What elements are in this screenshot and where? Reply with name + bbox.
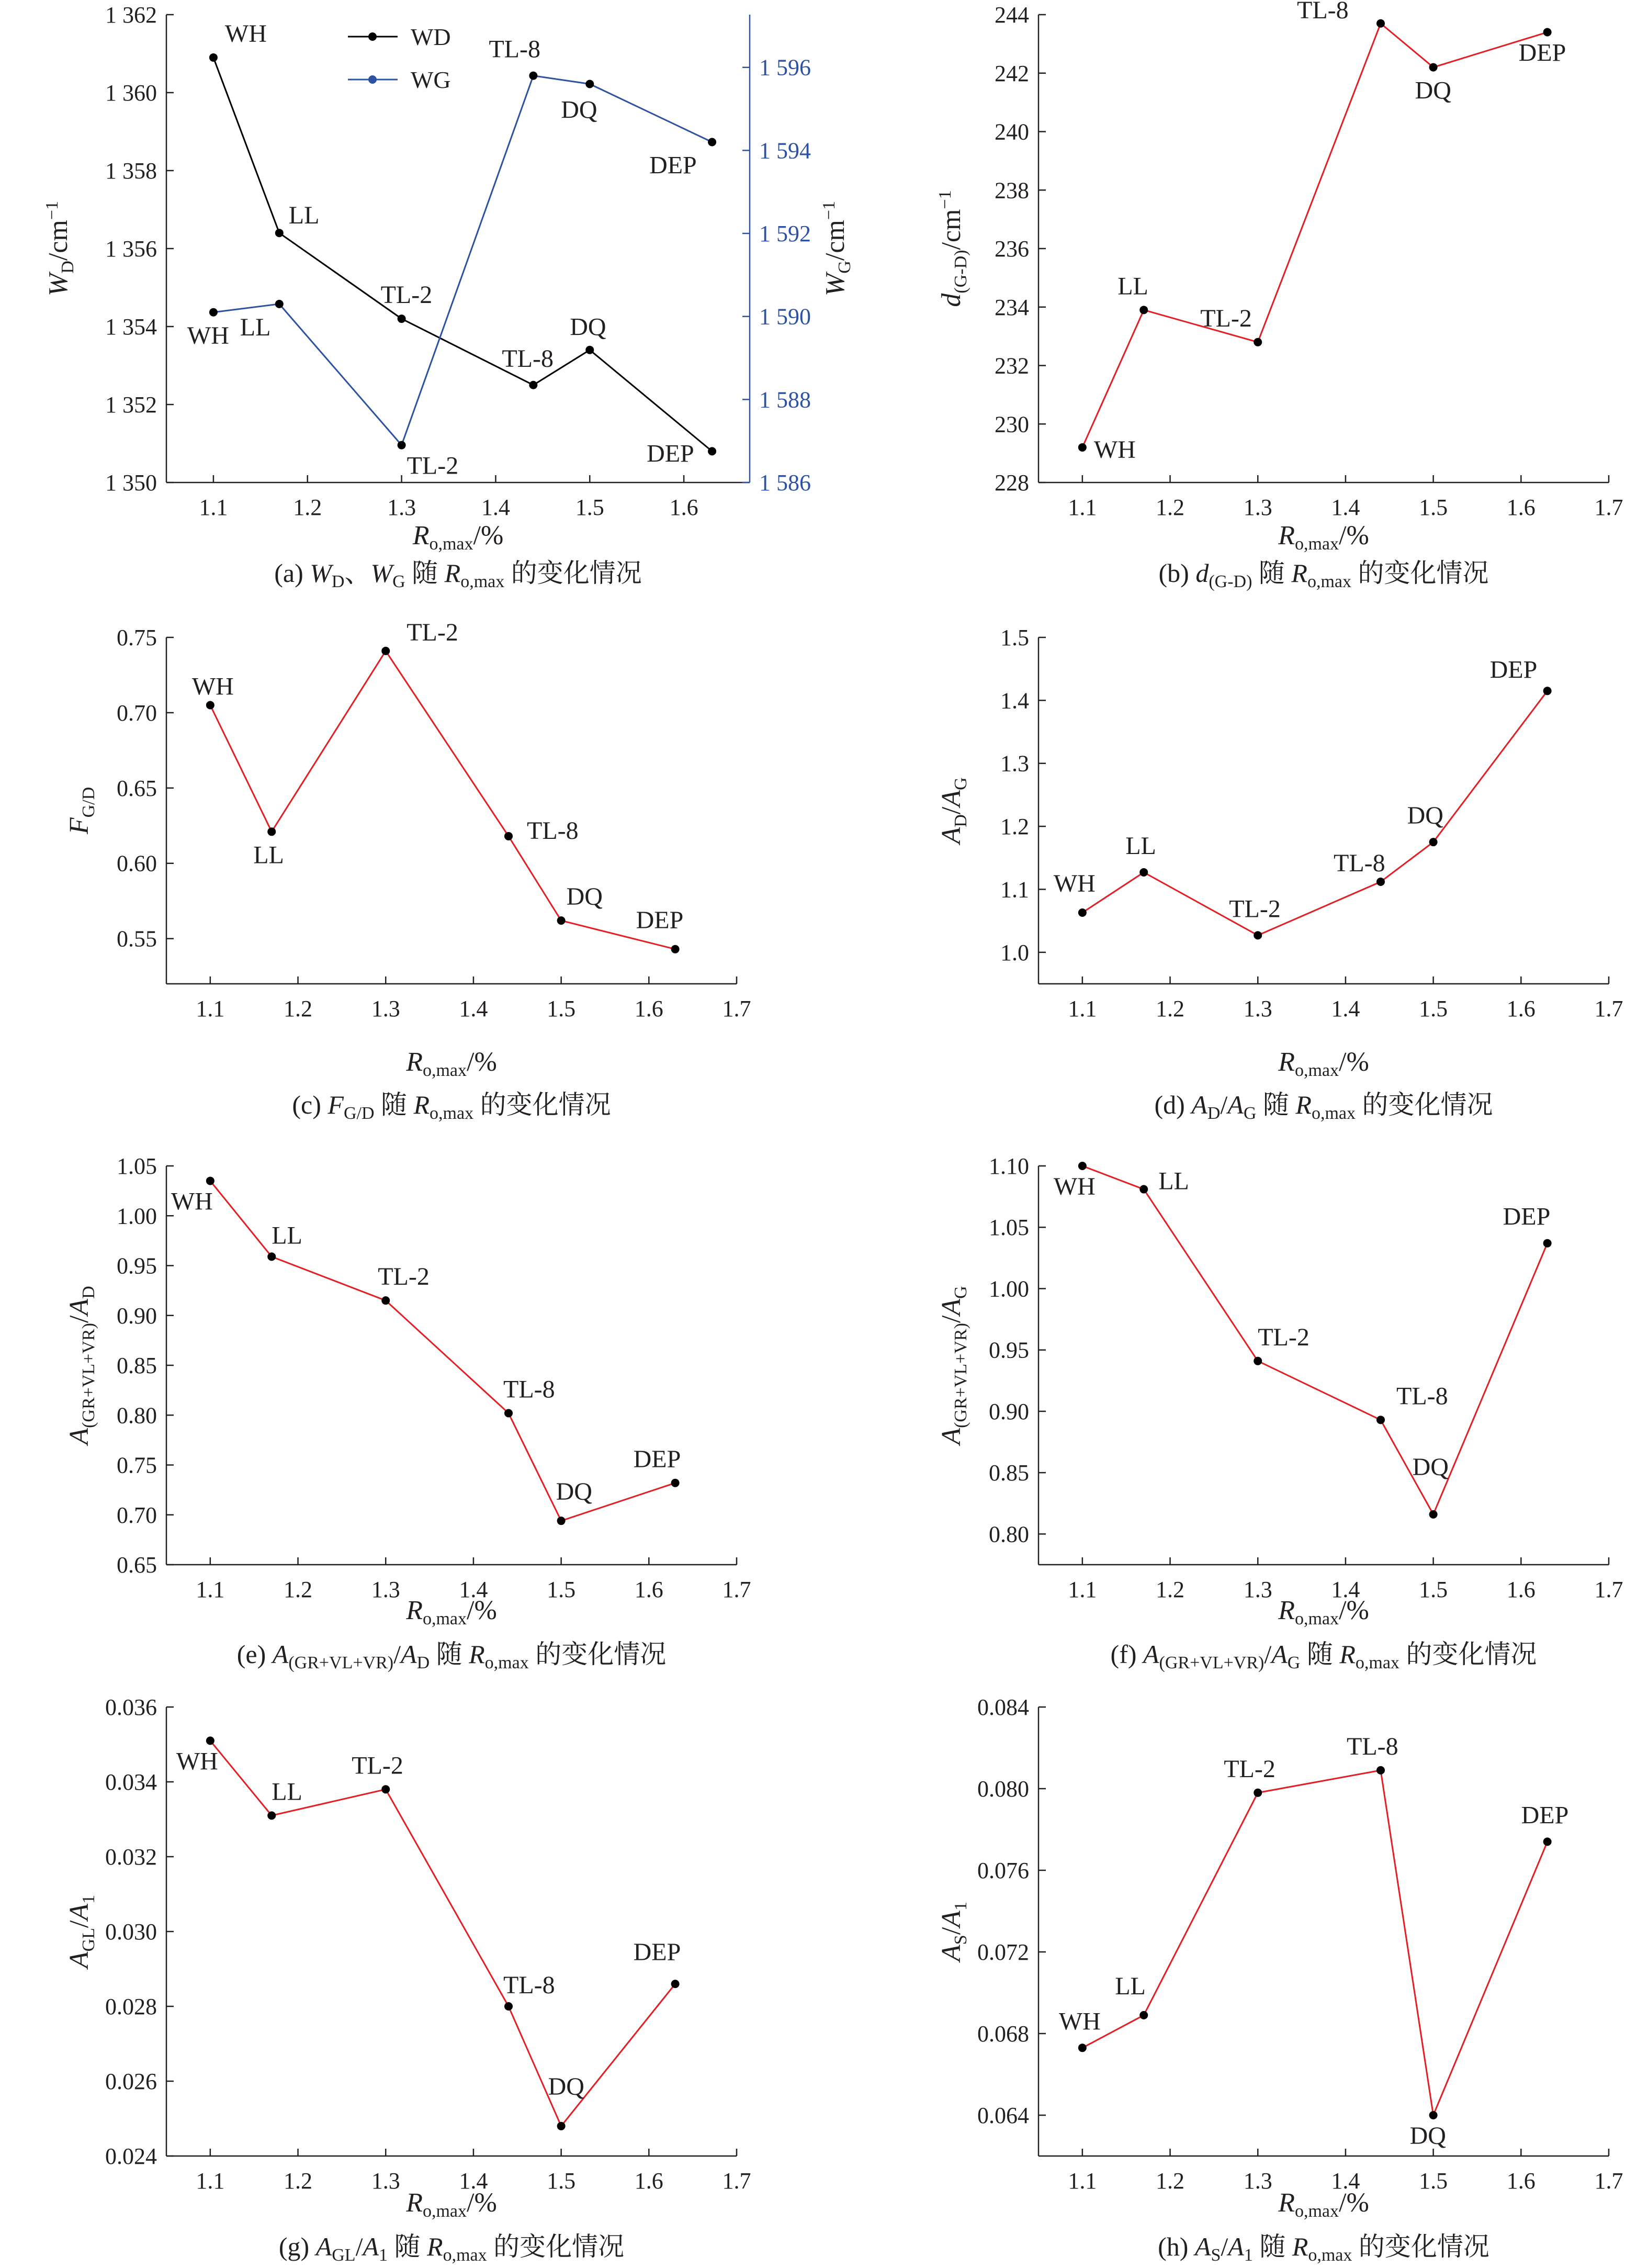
- x-tick-label: 1.1: [196, 1577, 225, 1602]
- x-axis-label: Ro,max/%: [1278, 1596, 1369, 1629]
- data-point: [1254, 1357, 1262, 1365]
- data-point: [1429, 63, 1438, 72]
- y-tick-label: 1 352: [105, 392, 157, 418]
- point-label: DEP: [647, 440, 694, 468]
- panel-caption: (a) $W_D$、$W_G$ 随 $R_{o,max}$ 的变化情况: [274, 558, 642, 591]
- x-tick-label: 1.4: [1331, 2168, 1360, 2194]
- x-tick-label: 1.5: [1419, 495, 1448, 520]
- data-point: [1429, 1510, 1438, 1519]
- x-axis-label: Ro,max/%: [1278, 1047, 1369, 1080]
- x-tick-label: 1.3: [1243, 1577, 1272, 1602]
- point-label: LL: [288, 201, 320, 230]
- point-label: DEP: [1518, 39, 1566, 67]
- y-tick-label: 0.95: [117, 1253, 157, 1279]
- legend-marker: [368, 75, 377, 84]
- y-tick-label: 1.00: [117, 1203, 157, 1229]
- y-tick-label: 0.60: [117, 850, 157, 877]
- data-point: [529, 381, 537, 389]
- series-line-AS/A1: [1082, 1770, 1548, 2115]
- y-axis-label: $A_{(GR+VL+VR)}/A_D$: [64, 1286, 98, 1445]
- data-point: [1376, 1766, 1385, 1775]
- data-point: [585, 346, 594, 354]
- data-point: [1543, 28, 1552, 37]
- data-point: [206, 701, 215, 710]
- data-point: [671, 945, 680, 953]
- y-tick-label: 1 360: [105, 80, 157, 106]
- point-label: DQ: [566, 883, 603, 911]
- series-line-WD: [213, 58, 712, 451]
- point-label: TL-8: [503, 1375, 555, 1404]
- x-tick-label: 1.6: [1506, 495, 1536, 520]
- x-tick-label: 1.1: [196, 996, 225, 1021]
- legend-label: WG: [411, 66, 451, 93]
- point-label: LL: [1125, 832, 1156, 860]
- data-point: [1139, 868, 1148, 877]
- data-point: [381, 647, 390, 655]
- y-tick-label: 0.90: [117, 1303, 157, 1329]
- panel-caption: (g) $A_{GL}/A_1$ 随 $R_{o,max}$ 的变化情况: [278, 2232, 625, 2265]
- data-point: [557, 2122, 566, 2130]
- x-tick-label: 1.5: [1419, 1577, 1448, 1602]
- point-label: DQ: [1407, 802, 1443, 830]
- point-label: WH: [1053, 869, 1096, 897]
- y-tick-label: 0.70: [117, 1502, 157, 1528]
- data-point: [671, 1479, 680, 1487]
- y-axis-label: $A_D/A_G$: [936, 777, 970, 844]
- point-label: TL-2: [378, 1263, 430, 1291]
- y-tick-label: 1 350: [105, 470, 157, 496]
- x-tick-label: 1.2: [1156, 495, 1185, 520]
- point-label: TL-8: [503, 1971, 555, 1999]
- point-label: TL-2: [1200, 304, 1252, 332]
- x-tick-label: 1.3: [371, 2168, 400, 2194]
- x-tick-label: 1.6: [634, 996, 663, 1021]
- data-point: [529, 72, 537, 80]
- data-point: [708, 447, 716, 455]
- point-label: DQ: [548, 2072, 584, 2101]
- x-tick-label: 1.5: [547, 1577, 576, 1602]
- point-label: LL: [240, 313, 271, 341]
- point-label: LL: [1115, 1972, 1146, 2000]
- x-tick-label: 1.3: [371, 1577, 400, 1602]
- point-label: TL-2: [352, 1751, 403, 1780]
- y-tick-label: 230: [995, 411, 1029, 437]
- x-axis-label: Ro,max/%: [406, 2188, 497, 2221]
- y-tick-label: 0.034: [105, 1769, 157, 1795]
- x-tick-label: 1.3: [371, 996, 400, 1021]
- y-tick-label: 1.10: [989, 1153, 1029, 1179]
- y-tick-label: 0.65: [117, 1552, 157, 1578]
- y-tick-label: 242: [995, 60, 1029, 86]
- point-label: TL-8: [1334, 849, 1385, 878]
- panel-caption: (h) $A_S/A_1$ 随 $R_{o,max}$ 的变化情况: [1158, 2232, 1489, 2265]
- point-label: TL-8: [502, 344, 554, 373]
- series-line-d(G-D): [1082, 24, 1548, 447]
- x-tick-label: 1.3: [387, 495, 416, 520]
- legend-marker: [368, 32, 377, 41]
- data-point: [1139, 1185, 1148, 1194]
- panel-c: [64, 619, 751, 1123]
- x-tick-label: 1.1: [1068, 1577, 1097, 1602]
- point-label: WH: [187, 321, 229, 350]
- y-tick-label: 0.90: [989, 1398, 1029, 1424]
- x-tick-label: 1.7: [722, 996, 751, 1021]
- y-tick-label: 0.85: [989, 1460, 1029, 1486]
- y-tick-label: 0.026: [105, 2069, 157, 2094]
- x-tick-label: 1.5: [547, 996, 576, 1021]
- y-tick-label: 228: [995, 470, 1029, 496]
- panel-caption: (c) $F_{G/D}$ 随 $R_{o,max}$ 的变化情况: [292, 1090, 611, 1123]
- x-tick-label: 1.6: [1506, 2168, 1536, 2194]
- y-tick-label: 1 362: [105, 2, 157, 28]
- point-label: LL: [1158, 1167, 1189, 1195]
- x-axis-label: Ro,max/%: [1278, 2188, 1369, 2221]
- y-tick-label: 0.95: [989, 1337, 1029, 1363]
- y-tick-label: 1.05: [117, 1153, 157, 1179]
- x-axis-label: Ro,max/%: [406, 1047, 497, 1080]
- data-point: [585, 80, 594, 88]
- y2-tick-label: 1 596: [759, 54, 811, 81]
- point-label: DQ: [570, 313, 606, 341]
- legend-label: WD: [411, 24, 451, 50]
- x-tick-label: 1.4: [1331, 495, 1360, 520]
- y-tick-label: 1.4: [1000, 688, 1029, 714]
- x-axis-label: Ro,max/%: [406, 1596, 497, 1629]
- x-tick-label: 1.7: [1594, 1577, 1623, 1602]
- x-tick-label: 1.1: [199, 495, 228, 520]
- y-tick-label: 232: [995, 353, 1029, 379]
- data-point: [267, 1811, 276, 1820]
- y-tick-label: 0.75: [117, 1452, 157, 1478]
- point-label: TL-2: [1258, 1323, 1310, 1351]
- y2-tick-label: 1 590: [759, 304, 811, 330]
- x-tick-label: 1.1: [1068, 2168, 1097, 2194]
- data-point: [1254, 931, 1262, 939]
- y-axis-label: $A_{GL}/A_1$: [64, 1894, 98, 1969]
- data-point: [1543, 687, 1552, 695]
- x-tick-label: 1.7: [1594, 996, 1623, 1021]
- point-label: TL-2: [380, 281, 433, 309]
- x-tick-label: 1.5: [575, 495, 604, 520]
- point-label: TL-2: [407, 452, 459, 480]
- x-tick-label: 1.7: [722, 1577, 751, 1602]
- point-label: WH: [191, 672, 234, 701]
- point-label: LL: [272, 1221, 302, 1250]
- x-tick-label: 1.7: [1594, 495, 1623, 520]
- point-label: DQ: [556, 1478, 592, 1506]
- y-tick-label: 0.55: [117, 926, 157, 952]
- y-tick-label: 244: [995, 2, 1029, 28]
- y-tick-label: 1.2: [1000, 814, 1029, 840]
- point-label: WH: [176, 1747, 218, 1776]
- x-tick-label: 1.2: [1156, 2168, 1185, 2194]
- y2-tick-label: 1 594: [759, 138, 811, 164]
- point-label: DQ: [561, 96, 597, 124]
- y-axis-label: $d_{(G-D)}/cm^{-1}$: [935, 190, 970, 307]
- y-tick-label: 0.080: [977, 1776, 1029, 1802]
- data-point: [209, 53, 218, 62]
- y-tick-label: 0.65: [117, 775, 157, 801]
- x-tick-label: 1.5: [1419, 2168, 1448, 2194]
- y-tick-label: 0.064: [977, 2103, 1029, 2128]
- panel-caption: (e) $A_{(GR+VL+VR)}/A_D$ 随 $R_{o,max}$ 的变化情况: [236, 1640, 667, 1672]
- point-label: WH: [1058, 2007, 1101, 2036]
- data-point: [275, 229, 284, 237]
- data-point: [1139, 306, 1148, 314]
- y-tick-label: 0.084: [977, 1694, 1029, 1720]
- data-point: [381, 1296, 390, 1305]
- y-tick-label: 1.0: [1000, 939, 1029, 965]
- point-label: DEP: [1503, 1203, 1551, 1231]
- data-point: [1376, 1416, 1385, 1424]
- x-tick-label: 1.4: [1331, 996, 1360, 1021]
- data-point: [557, 916, 566, 925]
- x-axis-label: Ro,max/%: [1278, 521, 1369, 554]
- data-point: [504, 1409, 513, 1417]
- y-tick-label: 1.3: [1000, 750, 1029, 777]
- y-tick-label: 0.030: [105, 1919, 157, 1945]
- x-tick-label: 1.1: [196, 2168, 225, 2194]
- x-tick-label: 1.4: [481, 495, 510, 520]
- point-label: WH: [224, 19, 267, 48]
- panel-caption: (f) $A_{(GR+VL+VR)}/A_G$ 随 $R_{o,max}$ 的变化情况: [1110, 1640, 1537, 1672]
- panel-a: [42, 2, 854, 591]
- panel-b: [935, 0, 1623, 591]
- y-tick-label: 0.068: [977, 2021, 1029, 2047]
- data-point: [1078, 2044, 1087, 2052]
- data-point: [504, 2002, 513, 2011]
- panel-f: [936, 1153, 1623, 1672]
- x-tick-label: 1.3: [1243, 2168, 1272, 2194]
- x-tick-label: 1.2: [293, 495, 322, 520]
- x-axis-label: Ro,max/%: [412, 521, 504, 554]
- x-tick-label: 1.2: [1156, 1577, 1185, 1602]
- x-tick-label: 1.3: [1243, 495, 1272, 520]
- point-label: TL-2: [1229, 895, 1281, 923]
- x-tick-label: 1.6: [669, 495, 698, 520]
- point-label: TL-2: [1224, 1755, 1275, 1783]
- y-tick-label: 234: [995, 294, 1029, 320]
- x-tick-label: 1.6: [634, 2168, 663, 2194]
- data-point: [708, 138, 716, 147]
- panel-h: [936, 1694, 1623, 2265]
- panel-caption: (d) $A_D/A_G$ 随 $R_{o,max}$ 的变化情况: [1154, 1090, 1493, 1123]
- point-label: DEP: [1521, 1801, 1569, 1829]
- y-tick-label: 238: [995, 177, 1029, 204]
- x-tick-label: 1.2: [1156, 996, 1185, 1021]
- y-axis-label: $A_{(GR+VL+VR)}/A_G$: [936, 1286, 970, 1445]
- data-point: [398, 441, 406, 450]
- x-tick-label: 1.4: [459, 996, 488, 1021]
- y2-tick-label: 1 586: [759, 470, 811, 496]
- data-point: [1429, 2111, 1438, 2119]
- y-tick-label: 1.1: [1000, 877, 1029, 903]
- x-tick-label: 1.7: [1594, 2168, 1623, 2194]
- point-label: DEP: [636, 906, 684, 934]
- point-label: LL: [1118, 272, 1148, 300]
- y-tick-label: 0.80: [117, 1402, 157, 1429]
- data-point: [1376, 878, 1385, 886]
- data-point: [267, 1252, 276, 1261]
- y-tick-label: 1.5: [1000, 625, 1029, 650]
- x-tick-label: 1.6: [1506, 996, 1536, 1021]
- point-label: TL-8: [1396, 1382, 1448, 1410]
- x-tick-label: 1.3: [1243, 996, 1272, 1021]
- y-tick-label: 0.032: [105, 1844, 157, 1870]
- y2-axis-label: $W_G/cm^{-1}$: [819, 200, 854, 297]
- series-line-A(GR+VL+VR)/AG: [1082, 1166, 1548, 1514]
- data-point: [267, 827, 276, 836]
- x-tick-label: 1.6: [1506, 1577, 1536, 1602]
- x-tick-label: 1.5: [1419, 996, 1448, 1021]
- y-tick-label: 1 354: [105, 314, 157, 340]
- point-label: WH: [171, 1187, 213, 1216]
- x-tick-label: 1.7: [722, 2168, 751, 2194]
- y-axis-label: $A_S/A_1$: [936, 1902, 970, 1961]
- y-tick-label: 0.70: [117, 700, 157, 726]
- panel-e: [64, 1153, 751, 1672]
- point-label: WH: [1053, 1173, 1096, 1200]
- data-point: [557, 1517, 566, 1525]
- data-point: [1376, 19, 1385, 28]
- data-point: [275, 300, 284, 308]
- x-tick-label: 1.4: [459, 2168, 488, 2194]
- point-label: TL-2: [407, 618, 458, 646]
- data-point: [209, 308, 218, 317]
- y-tick-label: 240: [995, 119, 1029, 145]
- point-label: LL: [272, 1778, 302, 1806]
- data-point: [1078, 443, 1087, 452]
- x-tick-label: 1.4: [1331, 1577, 1360, 1602]
- y-axis-label: $W_D/cm^{-1}$: [42, 200, 77, 297]
- y-tick-label: 1.00: [989, 1276, 1029, 1302]
- x-tick-label: 1.2: [284, 2168, 313, 2194]
- data-point: [1139, 2011, 1148, 2019]
- x-tick-label: 1.1: [1068, 996, 1097, 1021]
- x-tick-label: 1.2: [284, 996, 313, 1021]
- data-point: [206, 1177, 215, 1185]
- y-tick-label: 0.076: [977, 1858, 1029, 1883]
- y-tick-label: 0.75: [117, 625, 157, 650]
- series-line-FG/D: [210, 651, 675, 949]
- data-point: [671, 1980, 680, 1988]
- x-tick-label: 1.4: [459, 1577, 488, 1602]
- y-tick-label: 0.036: [105, 1694, 157, 1720]
- point-label: LL: [253, 841, 284, 869]
- data-point: [504, 832, 513, 840]
- y-tick-label: 236: [995, 236, 1029, 262]
- data-point: [381, 1785, 390, 1793]
- data-point: [398, 315, 406, 323]
- point-label: DEP: [633, 1445, 681, 1473]
- point-label: DEP: [1489, 656, 1538, 684]
- point-label: TL-8: [527, 816, 579, 845]
- data-point: [1543, 1837, 1552, 1846]
- y-tick-label: 1 356: [105, 236, 157, 262]
- point-label: DQ: [1415, 76, 1451, 105]
- point-label: TL-8: [1347, 1732, 1398, 1760]
- point-label: TL-8: [1297, 0, 1349, 24]
- panel-g: [64, 1694, 751, 2265]
- x-tick-label: 1.6: [634, 1577, 663, 1602]
- data-point: [1254, 338, 1262, 346]
- panel-d: [936, 625, 1623, 1123]
- panel-caption: (b) $d_{(G-D)}$ 随 $R_{o,max}$ 的变化情况: [1158, 558, 1489, 591]
- point-label: WH: [1093, 435, 1136, 464]
- y-tick-label: 0.024: [105, 2143, 157, 2169]
- point-label: DQ: [1409, 2122, 1446, 2150]
- point-label: DEP: [633, 1938, 681, 1967]
- data-point: [1543, 1239, 1552, 1248]
- data-point: [1078, 1162, 1087, 1170]
- y-tick-label: 0.028: [105, 1994, 157, 2019]
- y-tick-label: 0.072: [977, 1939, 1029, 1965]
- x-tick-label: 1.5: [547, 2168, 576, 2194]
- point-label: TL-8: [489, 35, 540, 63]
- y-tick-label: 1 358: [105, 158, 157, 184]
- data-point: [206, 1736, 215, 1745]
- point-label: DEP: [649, 151, 697, 179]
- x-tick-label: 1.1: [1068, 495, 1097, 520]
- y2-tick-label: 1 592: [759, 221, 811, 247]
- y-tick-label: 0.85: [117, 1353, 157, 1378]
- x-tick-label: 1.2: [284, 1577, 313, 1602]
- y-tick-label: 1.05: [989, 1215, 1029, 1241]
- data-point: [1254, 1789, 1262, 1797]
- point-label: DQ: [1412, 1453, 1449, 1481]
- y2-tick-label: 1 588: [759, 387, 811, 413]
- y-axis-label: $F_{G/D}$: [64, 787, 98, 835]
- series-line-AD/AG: [1082, 691, 1548, 935]
- data-point: [1078, 908, 1087, 917]
- data-point: [1429, 838, 1438, 846]
- y-tick-label: 0.80: [989, 1521, 1029, 1547]
